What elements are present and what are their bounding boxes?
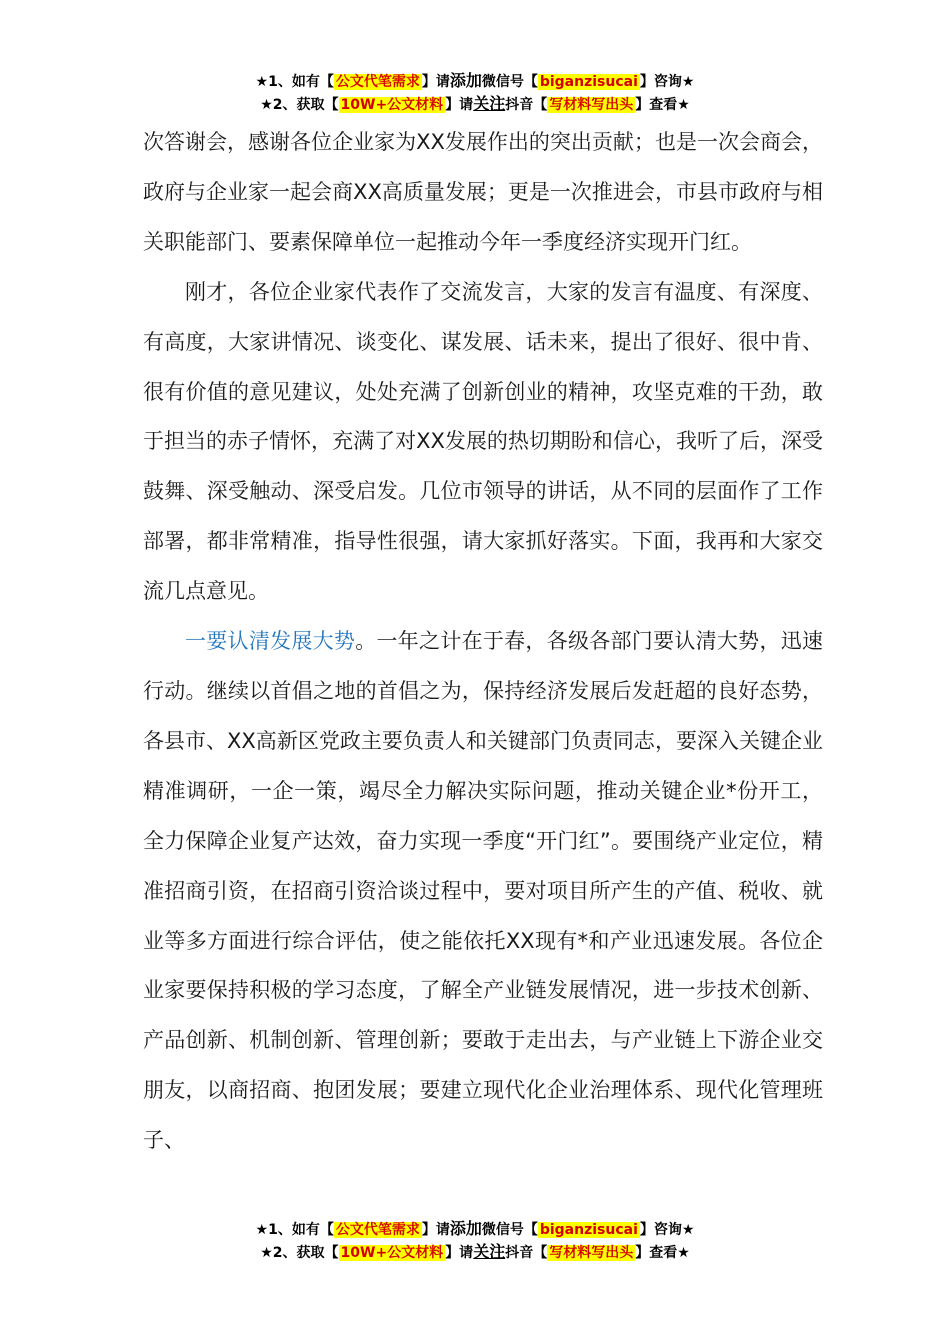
banner-text: 抖音【: [505, 1245, 548, 1261]
banner-emphasis: 添加: [449, 1219, 482, 1238]
paragraph-3-text: 。一年之计在于春，各级各部门要认清大势，迅速行动。继续以首倡之地的首倡之为，保持经济发展后发赶超的良好态势，各县市、XX高新区党政主要负责人和关键部门负责同志，要深入关键企业精准调研，一企一策，竭尽全力解决实际问题，推动关键企业*份开工，全力保障企业复产达效，奋力实现一季度“开门红”。要围绕产业定位，精准招商引资，在招商引资洽谈过程中，要对项目所产生的产值、税收、就业等多方面进行综合评估，使之能依托XX现有*和产业迅速发展。各位企业家要保持积极的学习态度，了解全产业链发展情况，进一步技术创新、产品创新、机制创新、管理创新；要敢于走出去，与产业链上下游企业交朋友，以商招商、抱团发展；要建立现代化企业治理体系、现代化管理班子、: [143, 629, 824, 1153]
banner-emphasis: 关注: [473, 94, 506, 113]
banner-highlight: 10W+公文材料: [340, 1245, 444, 1261]
banner-text: 微信号【: [481, 1222, 538, 1238]
banner-line-1: [0, 1218, 950, 1241]
banner-highlight: 公文代笔需求: [335, 74, 420, 90]
header-banner: [0, 70, 950, 116]
banner-text: 】请: [445, 1245, 474, 1261]
paragraph-3: [143, 617, 823, 1166]
banner-highlight: 公文代笔需求: [335, 1222, 420, 1238]
banner-text: 】咨询★: [639, 74, 695, 90]
document-body: [143, 118, 823, 1166]
banner-text: 】请: [421, 74, 450, 90]
footer-banner: [0, 1218, 950, 1264]
banner-highlight: biganzisucai: [539, 1222, 638, 1238]
banner-text: 】请: [445, 97, 474, 113]
banner-text: ★1、如有【: [255, 74, 334, 90]
banner-emphasis: 添加: [449, 71, 482, 90]
banner-line-1: [0, 70, 950, 93]
banner-text: 】查看★: [635, 1245, 690, 1261]
paragraph-1: 次答谢会，感谢各位企业家为XX发展作出的突出贡献；也是一次会商会，政府与企业家一起会商XX高质量发展；更是一次推进会，市县市政府与相关职能部门、要素保障单位一起推动今年一季度经济实现开门红。: [143, 130, 823, 254]
section-heading: 一要认清发展大势: [185, 629, 356, 654]
banner-text: 微信号【: [481, 74, 538, 90]
banner-text: ★2、获取【: [260, 1245, 339, 1261]
banner-highlight: biganzisucai: [539, 74, 638, 90]
banner-text: 】请: [421, 1222, 450, 1238]
banner-highlight: 写材料写出头: [549, 97, 634, 113]
banner-text: 抖音【: [505, 97, 548, 113]
banner-highlight: 10W+公文材料: [340, 97, 444, 113]
banner-text: 】查看★: [635, 97, 690, 113]
paragraph-2: 刚才，各位企业家代表作了交流发言，大家的发言有温度、有深度、有高度，大家讲情况、谈变化、谋发展、话未来，提出了很好、很中肯、很有价值的意见建议，处处充满了创新创业的精神，攻坚克难的干劲，敢于担当的赤子情怀，充满了对XX发展的热切期盼和信心，我听了后，深受鼓舞、深受触动、深受启发。几位市领导的讲话，从不同的层面作了工作部署，都非常精准，指导性很强，请大家抓好落实。下面，我再和大家交流几点意见。: [143, 279, 823, 604]
banner-text: ★1、如有【: [255, 1222, 334, 1238]
banner-emphasis: 关注: [473, 1242, 506, 1261]
banner-text: 】咨询★: [639, 1222, 695, 1238]
banner-highlight: 写材料写出头: [549, 1245, 634, 1261]
banner-text: ★2、获取【: [260, 97, 339, 113]
banner-line-2: [0, 1241, 950, 1264]
banner-line-2: [0, 93, 950, 116]
